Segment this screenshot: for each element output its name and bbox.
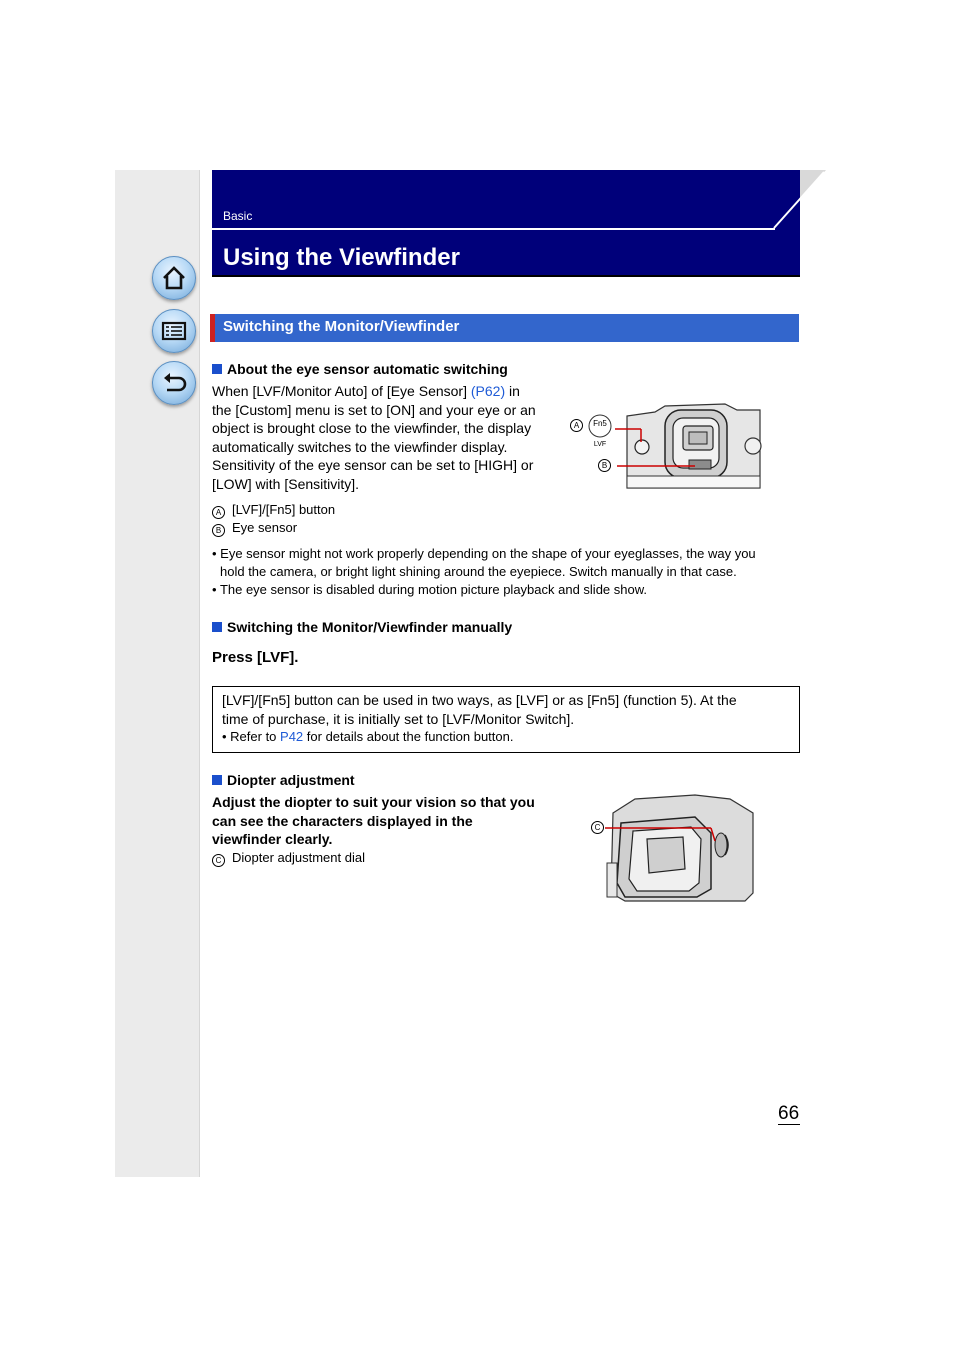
callout-b: B	[598, 459, 611, 472]
p62-link[interactable]: (P62)	[470, 383, 506, 399]
back-arrow-icon	[161, 370, 187, 396]
legend-c: C Diopter adjustment dial	[212, 849, 365, 867]
title-underline	[212, 275, 800, 277]
bullet-item: • The eye sensor is disabled during motion picture playback and slide show.	[212, 582, 648, 597]
note-box	[212, 686, 800, 753]
header-divider	[212, 228, 775, 230]
legend-b: B Eye sensor	[212, 519, 297, 537]
square-bullet-icon	[212, 364, 222, 374]
contents-menu-button[interactable]	[152, 309, 196, 353]
eye-sensor-heading: About the eye sensor automatic switching	[212, 361, 508, 377]
camera-diopter-illustration	[585, 793, 757, 905]
p42-link[interactable]: P42	[280, 729, 304, 744]
lvf-caption: LVF	[593, 441, 607, 448]
press-lvf-instruction: Press [LVF].	[212, 649, 299, 666]
page-number-underline	[778, 1124, 800, 1125]
page-title: Using the Viewfinder	[223, 244, 460, 271]
home-icon	[161, 265, 187, 291]
section-heading: Switching the Monitor/Viewfinder	[223, 318, 460, 335]
camera-eye-sensor-illustration	[565, 396, 765, 496]
square-bullet-icon	[212, 622, 222, 632]
callout-c: C	[591, 821, 604, 834]
square-bullet-icon	[212, 775, 222, 785]
diopter-heading: Diopter adjustment	[212, 772, 355, 788]
note-text: [LVF]/[Fn5] button can be used in two ways, as [LVF] or as [Fn5] (function 5). At the time of purchase, it is initially set to [LVF/Monitor Switch].	[222, 692, 737, 727]
diopter-instruction: Adjust the diopter to suit your vision so that you can see the characters displayed in the viewfinder clearly.	[212, 794, 535, 847]
section-label: Basic	[223, 209, 253, 223]
page-number: 66	[778, 1103, 800, 1124]
camera-side-drawing	[585, 793, 757, 905]
callout-a: A	[570, 419, 583, 432]
home-button[interactable]	[152, 256, 196, 300]
manual-heading: Switching the Monitor/Viewfinder manually	[212, 619, 512, 635]
eye-sensor-paragraph: When [LVF/Monitor Auto] of [Eye Sensor] (P62) in the [Custom] menu is set to [ON] and your eye or an object is brought close to the viewfinder, the display automatically switches to the viewfinder display. Sensitivity of the eye sensor can be set to [HIGH] or [LOW] with [Sensitivity].	[212, 383, 536, 492]
header-corner-decoration	[770, 170, 826, 232]
menu-list-icon	[161, 318, 187, 344]
bullet-item: • Eye sensor might not work properly depending on the shape of your eyeglasses, the way you	[212, 546, 756, 561]
back-button[interactable]	[152, 361, 196, 405]
bullet-list: • Eye sensor might not work properly depending on the shape of your eyeglasses, the way you hold the camera, or bright light shining around the eyepiece. Switch manually in that case. • The eye sensor is disabled during motion picture playback and slide show.	[212, 545, 802, 599]
fn5-button-label: Fn5	[593, 419, 607, 428]
note-bullet: • Refer to P42 for details about the function button.	[222, 729, 514, 744]
legend-a: A [LVF]/[Fn5] button	[212, 501, 335, 519]
section-heading-bar	[210, 314, 799, 342]
